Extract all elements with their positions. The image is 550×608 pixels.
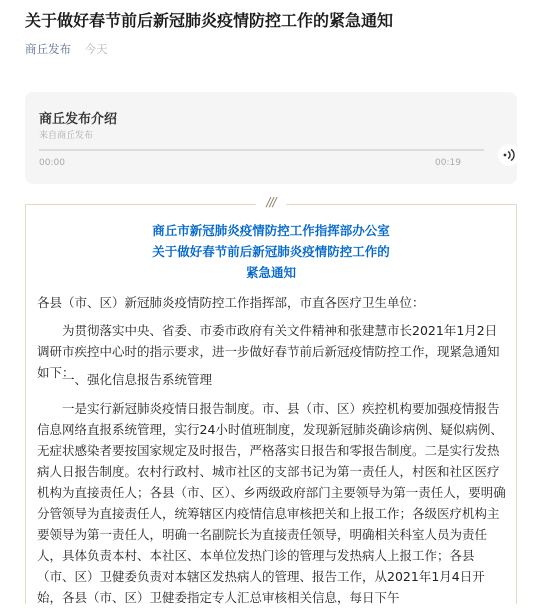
audio-title: 商丘发布介绍 — [39, 112, 118, 127]
notice-section-heading: 一、强化信息报告系统管理 — [62, 372, 213, 387]
notice-heading-line-1: 商丘市新冠肺炎疫情防控工作指挥部办公室 — [152, 223, 390, 238]
notice-salutation: 各县（市、区）新冠肺炎疫情防控工作指挥部，市直各医疗卫生单位： — [37, 295, 425, 310]
notice-intro: 为贯彻落实中央、省委、市委市政府有关文件精神和张建慧市长2021年1月2日调研市疾控中心时的指示要求，进一步做好春节前后新冠疫情防控工作，现紧急通知如下： — [37, 323, 500, 380]
audio-progress-bar[interactable] — [39, 149, 484, 151]
source-link[interactable]: 商丘发布 — [25, 42, 71, 56]
slash-ornament-icon: /// — [256, 195, 286, 213]
audio-player[interactable] — [25, 92, 517, 184]
audio-current-time: 00:00 — [39, 158, 65, 168]
notice-heading-line-2: 关于做好春节前后新冠肺炎疫情防控工作的 — [152, 244, 390, 259]
publish-time: 今天 — [84, 42, 108, 56]
audio-subtitle: 来自商丘发布 — [39, 131, 94, 141]
notice-heading-line-3: 紧急通知 — [245, 265, 296, 280]
article-meta — [25, 41, 108, 57]
sound-wave-icon[interactable] — [498, 144, 520, 166]
notice-body: 一是实行新冠肺炎疫情日报告制度。市、县（市、区）疾控机构要加强疫情报告信息网络直报系统管理，实行24小时值班制度，发现新冠肺炎确诊病例、疑似病例、无症状感染者要按国家规定及时报告，严格落实日报告和零报告制度。二是实行发热病人日报告制度。农村行政村、城市社区的支部书记为第一责任人，村医和社区医疗机构为直接责任人；各县（市、区）、乡两级政府部门主要领导为第一责任人，要明确分管领导为直接责任人，统筹辖区内疫情信息审核把关和上报工作；各级医疗机构主要领导为第一责任人，明确一名副院长为直接责任领导，明确相关科室人员为责任人，具体负责本村、本社区、本单位发热门诊的管理与发热病人上报工作；各县（市、区）卫健委负责对本辖区发热病人的管理、报告工作，从2021年1月4日开始，各县（市、区）卫健委指定专人汇总审核相关信息，每日下午 — [37, 401, 506, 605]
article-title: 关于做好春节前后新冠肺炎疫情防控工作的紧急通知 — [25, 11, 394, 30]
audio-duration: 00:19 — [435, 158, 461, 168]
